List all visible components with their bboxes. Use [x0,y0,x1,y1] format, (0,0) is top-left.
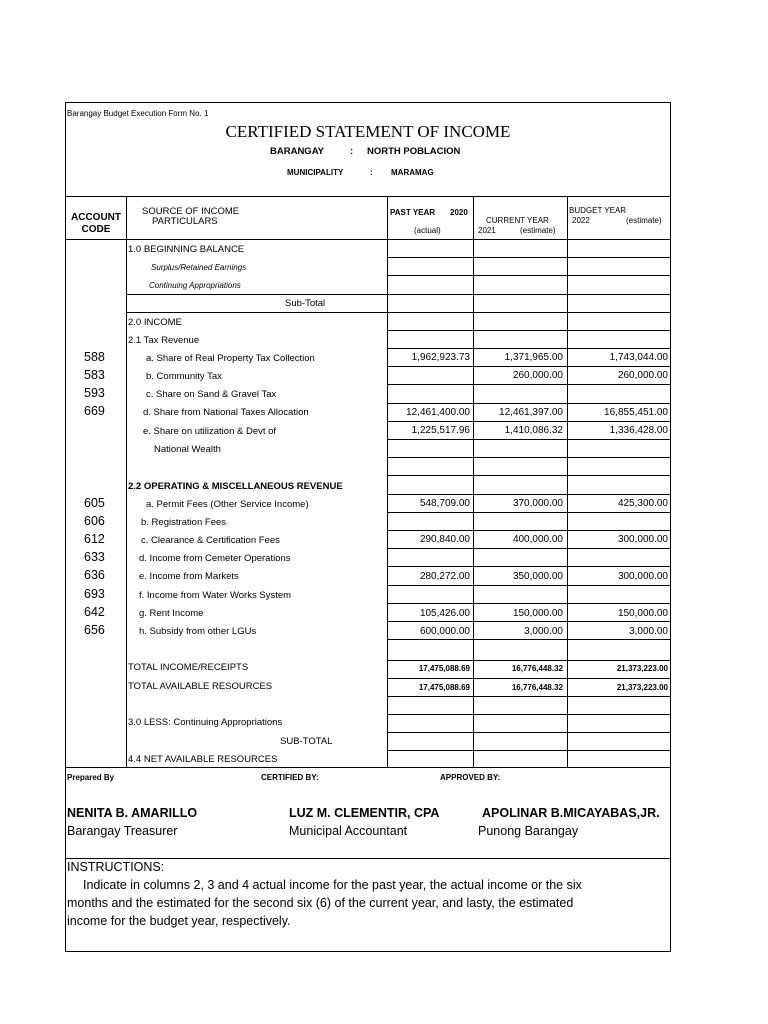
row-label: a. Permit Fees (Other Service Income) [146,499,309,510]
header-source: SOURCE OF INCOME [142,206,240,217]
past-year-value: 280,272.00 [419,571,470,582]
form-number: Barangay Budget Execution Form No. 1 [67,109,209,118]
instructions-line-2: months and the estimated for the second six (6) of the current year, and lasty, the estimated [67,896,574,910]
header-past-actual: (actual) [414,226,441,235]
treasurer-name: NENITA B. AMARILLO [67,806,198,820]
subtotal-label: Sub-Total [285,298,326,309]
barangay-value: NORTH POBLACION [367,146,461,157]
past-year-value: 1,225,517.96 [411,425,470,436]
barangay-separator: : [350,146,354,157]
header-account: ACCOUNT [71,212,121,223]
row-label: b. Registration Fees [141,517,227,528]
accountant-title: Municipal Accountant [289,824,408,838]
approved-by-label: APPROVED BY: [440,773,501,782]
account-code: 669 [84,404,105,418]
instructions-line-1: Indicate in columns 2, 3 and 4 actual income for the past year, the actual income or the six [83,878,582,892]
current-year-value: 1,371,965.00 [504,352,563,363]
row-label: d. Income from Cemeter Operations [139,553,291,564]
budget-year-value: 300,000.00 [617,534,668,545]
total-income-budget: 21,373,223.00 [616,664,668,673]
account-code: 656 [84,623,105,637]
header-budget-year: BUDGET YEAR [569,206,627,215]
accountant-name: LUZ M. CLEMENTIR, CPA [289,806,440,820]
header-particulars: PARTICULARS [152,216,218,227]
budget-year-value: 260,000.00 [617,370,668,381]
beginning-balance-label: 1.0 BEGINNING BALANCE [128,244,245,255]
municipality-separator: : [370,168,373,177]
account-code: 693 [84,587,105,601]
current-year-value: 260,000.00 [512,370,563,381]
past-year-value: 105,426.00 [419,608,470,619]
total-available-label: TOTAL AVAILABLE RESOURCES [128,681,273,692]
header-code: CODE [81,224,111,235]
income-label: 2.0 INCOME [128,317,182,328]
continuing-label: Continuing Appropriations [149,281,241,290]
header-current-year-value: 2021 [478,226,496,235]
instructions-line-3: income for the budget year, respectively. [67,914,291,928]
municipality-label: MUNICIPALITY [287,168,344,177]
form-title: CERTIFIED STATEMENT OF INCOME [225,122,511,141]
current-year-value: 150,000.00 [512,608,563,619]
budget-year-value: 1,743,044.00 [609,352,668,363]
barangay-captain-title: Punong Barangay [478,824,579,838]
row-label: c. Share on Sand & Gravel Tax [146,389,277,400]
barangay-captain-name: APOLINAR B.MICAYABAS,JR. [482,806,660,820]
budget-year-value: 300,000.00 [617,571,668,582]
account-code: 606 [84,514,105,528]
total-available-current: 16,776,448.32 [511,683,563,692]
surplus-label: Surplus/Retained Earnings [151,263,247,272]
budget-year-value: 150,000.00 [617,608,668,619]
header-past-year: PAST YEAR [390,208,436,217]
certified-by-label: CERTIFIED BY: [261,773,319,782]
account-code: 593 [84,386,105,400]
header-current-year: CURRENT YEAR [486,216,549,225]
header-past-year-value: 2020 [450,208,468,217]
past-year-value: 548,709.00 [419,498,470,509]
past-year-value: 12,461,400.00 [406,407,470,418]
past-year-value: 1,962,923.73 [411,352,470,363]
barangay-label: BARANGAY [270,146,325,157]
current-year-value: 370,000.00 [512,498,563,509]
past-year-value: 600,000.00 [419,626,470,637]
less-continuing-label: 3.0 LESS: Continuing Appropriations [128,717,283,728]
account-code: 605 [84,496,105,510]
budget-year-value: 3,000.00 [629,626,668,637]
national-wealth-label: National Wealth [154,444,221,455]
total-income-past: 17,475,088.69 [418,664,470,673]
total-income-current: 16,776,448.32 [511,664,563,673]
total-available-past: 17,475,088.69 [418,683,470,692]
instructions-heading: INSTRUCTIONS: [67,860,165,874]
current-year-value: 12,461,397.00 [499,407,563,418]
row-label: e. Income from Markets [139,571,239,582]
total-income-label: TOTAL INCOME/RECEIPTS [128,662,249,673]
tax-revenue-label: 2.1 Tax Revenue [128,335,200,346]
account-code: 588 [84,350,105,364]
treasurer-title: Barangay Treasurer [67,824,178,838]
account-code: 642 [84,605,105,619]
budget-year-value: 425,300.00 [617,498,668,509]
header-budget-estimate: (estimate) [626,216,662,225]
row-label: c. Clearance & Certification Fees [141,535,280,546]
row-label: g. Rent Income [139,608,204,619]
prepared-by-label: Prepared By [67,773,115,782]
row-label: d. Share from National Taxes Allocation [143,407,309,418]
budget-year-value: 1,336,428.00 [609,425,668,436]
budget-year-value: 16,855,451.00 [604,407,668,418]
account-code: 636 [84,568,105,582]
account-code: 583 [84,368,105,382]
operating-revenue-label: 2.2 OPERATING & MISCELLANEOUS REVENUE [128,481,343,492]
municipality-value: MARAMAG [391,168,434,177]
current-year-value: 400,000.00 [512,534,563,545]
total-available-budget: 21,373,223.00 [616,683,668,692]
row-label: b. Community Tax [146,371,222,382]
row-label: a. Share of Real Property Tax Collection [146,353,315,364]
account-code: 633 [84,550,105,564]
past-year-value: 290,840.00 [419,534,470,545]
subtotal-2-label: SUB-TOTAL [280,736,333,747]
net-available-label: 4.4 NET AVAILABLE RESOURCES [128,754,278,765]
current-year-value: 3,000.00 [524,626,563,637]
header-budget-year-value: 2022 [572,216,590,225]
current-year-value: 1,410,086.32 [504,425,563,436]
row-label: f. Income from Water Works System [139,590,292,601]
row-label: e. Share on utilization & Devt of [143,426,277,437]
row-label: h. Subsidy from other LGUs [139,626,257,637]
current-year-value: 350,000.00 [512,571,563,582]
header-current-estimate: (estimate) [520,226,556,235]
account-code: 612 [84,532,105,546]
